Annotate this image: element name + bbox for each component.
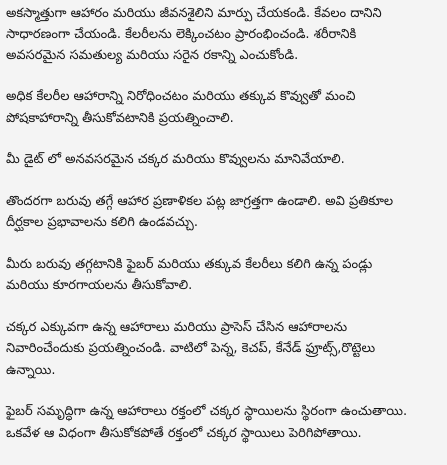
paragraph-line: అవసరమైన సమతుల్య మరియు సరైన రకాన్ని ఎంచుకోండి.	[6, 48, 299, 63]
paragraph-line: నివారించేందుకు ప్రయత్నించండి. వాటిలో పెన్న, కెచప్, కేనేడ్ ఫ్రూట్స్,రొట్టెలు	[6, 341, 376, 356]
paragraph-1	[6, 3, 441, 66]
paragraph-7	[6, 401, 441, 444]
paragraph-line: దీర్ఘకాల ప్రభావాలను కలిగి ఉండవచ్చు.	[6, 215, 198, 230]
paragraph-2	[6, 86, 441, 129]
paragraph-line: ఒకవేళ ఆ విధంగా తీసుకోకపోతే రక్తంలో చక్కర స్థాయిలు పెరిగిపోతాయి.	[6, 425, 362, 441]
paragraph-line: అకస్మాత్తుగా ఆహారం మరియు జీవనశైలిని మార్పు చేయకండి. కేవలం దానిని	[6, 6, 382, 21]
paragraph-line: ఫైబర్ సమృద్ధిగా ఉన్న ఆహారాలు రక్తంలో చక్కర స్థాయిలను స్థిరంగా ఉంచుతాయి.	[6, 404, 408, 419]
paragraph-3	[6, 149, 441, 171]
paragraph-line: ఉన్నాయి.	[6, 362, 56, 378]
paragraph-line: మీ డైట్ లో అనవసరమైన చక్కర మరియు కొవ్వులను మానివేయాలి.	[6, 152, 345, 167]
paragraph-line: మరియు కూరగాయలను తీసుకోవాలి.	[6, 278, 193, 293]
paragraph-6	[6, 317, 441, 382]
paragraph-line: చక్కర ఎక్కువగా ఉన్న ఆహారాలు మరియు ప్రాసెస్ చేసిన ఆహారాలను	[6, 319, 348, 335]
paragraph-5	[6, 254, 441, 297]
paragraph-line: తొందరగా బరువు తగ్గే ఆహార ప్రణాళికల పట్ల జాగ్రత్తగా ఉండాలి. అవి ప్రతికూల	[6, 193, 394, 209]
paragraph-line: పోషకాహారాన్ని తీసుకోవటానికి ప్రయత్నించాలి.	[6, 110, 234, 126]
paragraph-line: సాధారణంగా చేయండి. కేలరీలను లెక్కించటం ప్రారంభించండి. శరీరానికి	[6, 27, 357, 42]
paragraph-line: మీరు బరువు తగ్గటానికి ఫైబర్ మరియు తక్కువ కేలరీలు కలిగి ఉన్న పండ్లు	[6, 256, 373, 272]
paragraph-line: అధిక కేలరీల ఆహారాన్ని నిరోధించటం మరియు తక్కువ కొవ్వుతో మంచి	[6, 89, 356, 104]
paragraph-4	[6, 191, 441, 234]
